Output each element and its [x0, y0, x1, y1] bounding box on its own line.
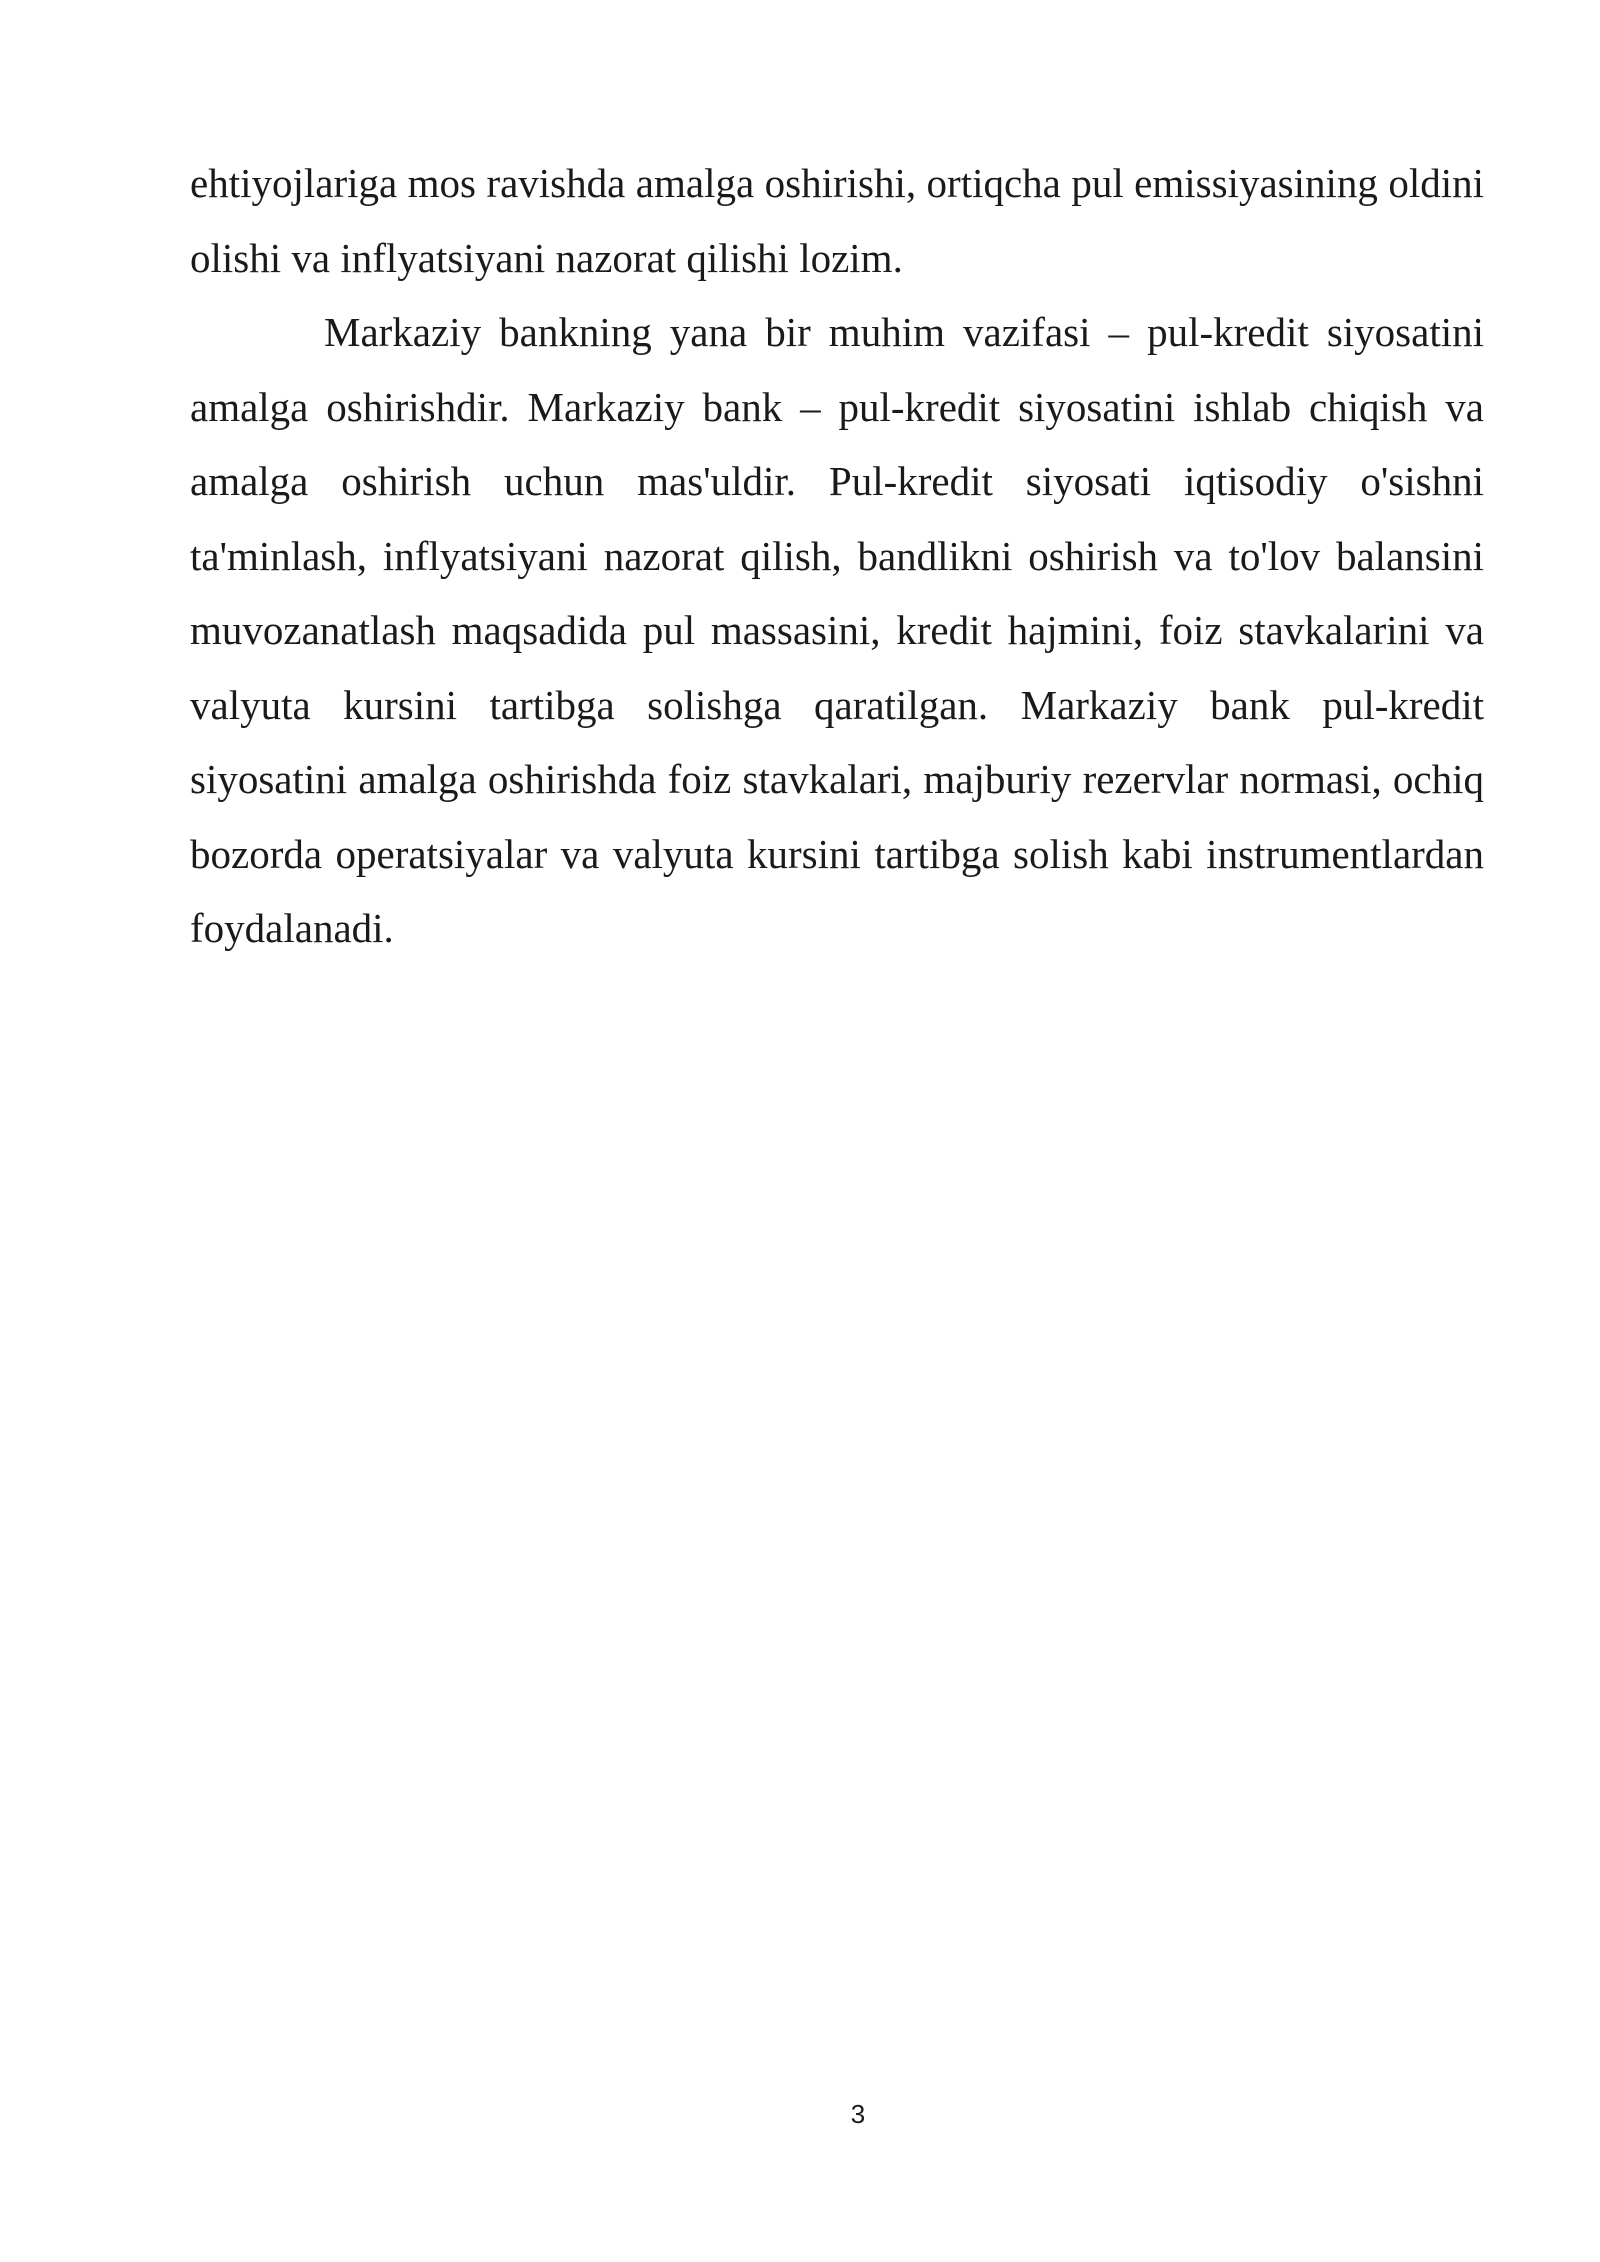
page-number-container [0, 2098, 1600, 2130]
paragraph-monetary-policy: Markaziy bankning yana bir muhim vazifasi – pul-kredit siyosatini amalga oshirishdir. Markaziy bank – pul-kredit siyosatini ishlab chiqish va amalga oshirish uchun mas'uldir. Pul-kredit siyosati iqtisodiy o'sishni ta'minlash, inflyatsiyani nazorat qilish, bandlikni oshirish va to'lov balansini muvozanatlash maqsadida pul massasini, kredit hajmini, foiz stavkalarini va valyuta kursini tartibga solishga qaratilgan. Markaziy bank pul-kredit siyosatini amalga oshirishda foiz stavkalari, majburiy rezervlar normasi, ochiq bozorda operatsiyalar va valyuta kursini tartibga solish kabi instrumentlardan foydalanadi. [190, 309, 1484, 951]
page-number: 3 [850, 2099, 866, 2129]
paragraph-continuation: ehtiyojlariga mos ravishda amalga oshirishi, ortiqcha pul emissiyasining oldini olishi va inflyatsiyani nazorat qilishi lozim. [190, 160, 1484, 281]
body-text [190, 146, 1484, 966]
